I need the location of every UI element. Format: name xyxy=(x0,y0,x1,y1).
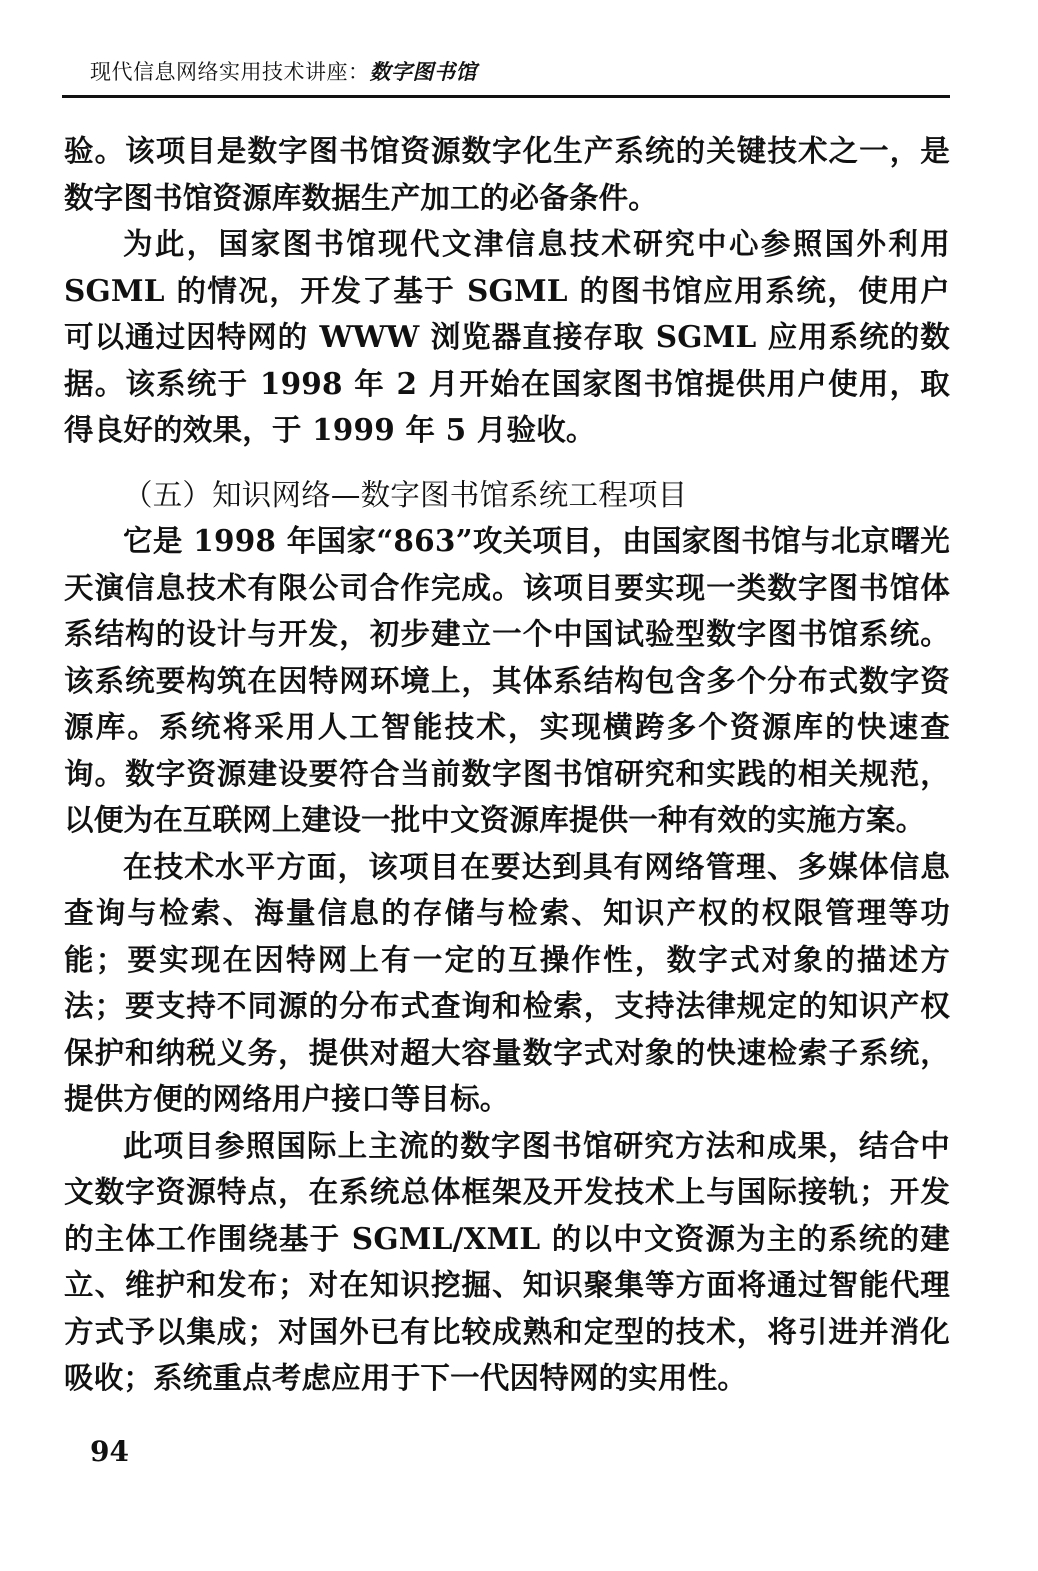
paragraph-continued: 验。该项目是数字图书馆资源数字化生产系统的关键技术之一，是数字图书馆资源库数据生产加工的必备条件。 xyxy=(64,133,950,215)
running-header xyxy=(90,56,477,86)
header-rule xyxy=(62,95,950,98)
section-heading: （五）知识网络—数字图书馆系统工程项目 xyxy=(123,477,688,512)
paragraph-methodology: 此项目参照国际上主流的数字图书馆研究方法和成果，结合中文数字资源特点，在系统总体框架及开发技术上与国际接轨；开发的主体工作围绕基于 SGML/XML 的以中文资源为主的系统的建立、维护和发布；对在知识挖掘、知识聚集等方面将通过智能代理方式予以集成；对国外已有比较成熟和定型的技术，将引进并消化吸收；系统重点考虑应用于下一代因特网的实用性。 xyxy=(64,1127,950,1395)
page-number: 94 xyxy=(90,1435,129,1468)
running-header-prefix: 现代信息网络实用技术讲座： xyxy=(90,60,370,84)
text-body xyxy=(64,128,950,1402)
paragraph-sgml-system: 为此，国家图书馆现代文津信息技术研究中心参照国外利用 SGML 的情况，开发了基于 SGML 的图书馆应用系统，使用户可以通过因特网的 WWW 浏览器直接存取 SGML 应用系统的数据。该系统于 1998 年 2 月开始在国家图书馆提供用户使用，取得良好的效果，于 1999 年 5 月验收。 xyxy=(64,226,950,447)
paragraph-project-intro: 它是 1998 年国家“863”攻关项目，由国家图书馆与北京曙光天演信息技术有限公司合作完成。该项目要实现一类数字图书馆体系结构的设计与开发，初步建立一个中国试验型数字图书馆系统。该系统要构筑在因特网环境上，其体系结构包含多个分布式数字资源库。系统将采用人工智能技术，实现横跨多个资源库的快速查询。数字资源建设要符合当前数字图书馆研究和实践的相关规范，以便为在互联网上建设一批中文资源库提供一种有效的实施方案。 xyxy=(64,523,950,837)
paragraph-technical-level: 在技术水平方面，该项目在要达到具有网络管理、多媒体信息查询与检索、海量信息的存储与检索、知识产权的权限管理等功能；要实现在因特网上有一定的互操作性，数字式对象的描述方法；要支持不同源的分布式查询和检索，支持法律规定的知识产权保护和纳税义务，提供对超大容量数字式对象的快速检索子系统，提供方便的网络用户接口等目标。 xyxy=(64,848,950,1116)
running-header-series-title: 数字图书馆 xyxy=(369,60,477,84)
